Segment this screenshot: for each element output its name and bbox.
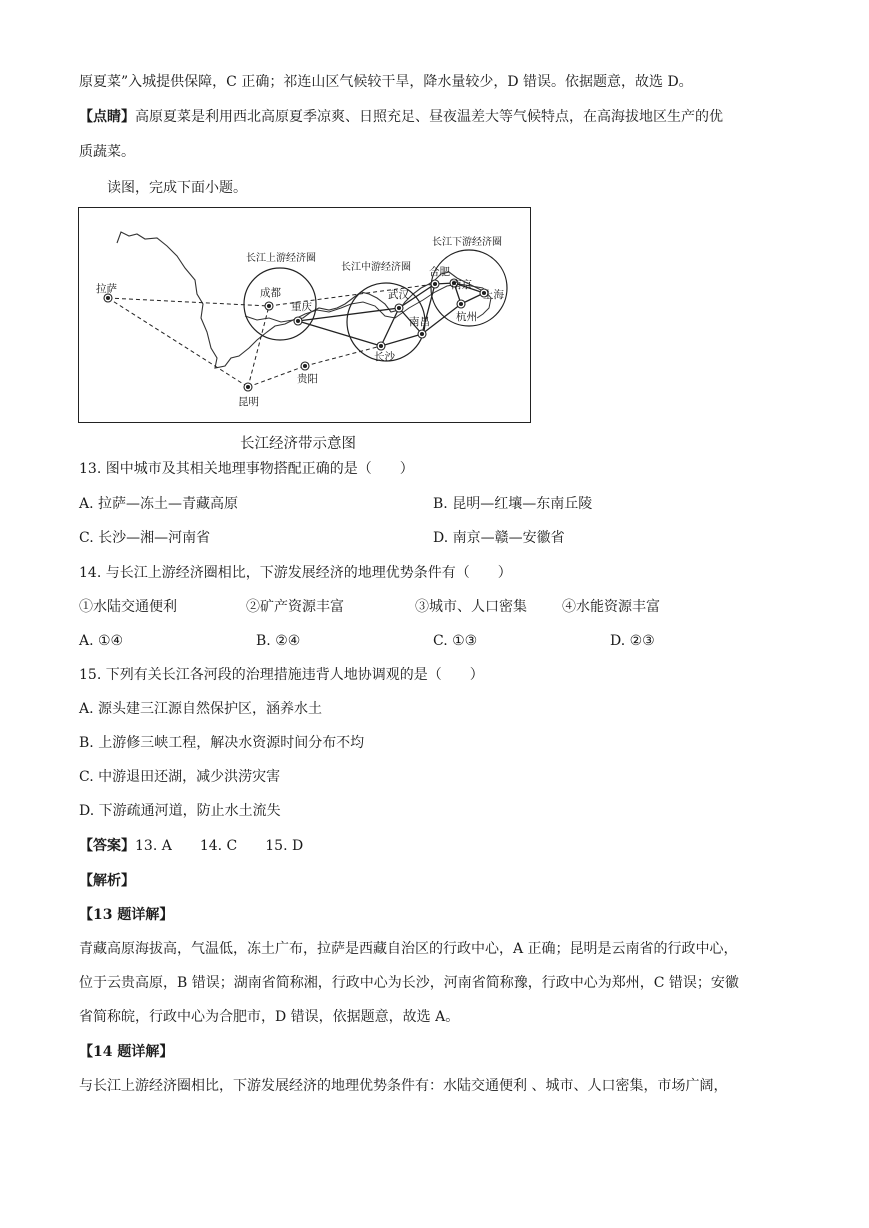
label-upper-region: 长江上游经济圈 xyxy=(246,253,316,264)
route-lasa-kunming xyxy=(108,298,248,387)
label-changsha: 长沙 xyxy=(374,351,395,363)
city-marker-chengdu xyxy=(265,302,273,310)
q14-statement-3: ③城市、人口密集 xyxy=(415,599,527,615)
yangtze-economic-belt-map xyxy=(78,207,531,423)
q13-detail-line-1: 青藏高原海拔高，气温低，冻土广布，拉萨是西藏自治区的行政中心，A 正确；昆明是云南省的行政中心， xyxy=(79,941,738,957)
q14-statement-1: ①水陆交通便利 xyxy=(79,599,177,615)
q15-stem: 15. 下列有关长江各河段的治理措施违背人地协调观的是（ ） xyxy=(79,667,484,683)
q13-detail-label: 【13 题详解】 xyxy=(79,907,174,923)
city-marker-chongqing xyxy=(294,317,302,325)
answer-text: 13. A 14. C 15. D xyxy=(135,838,304,854)
q14-option-a: A. ①④ xyxy=(79,633,124,649)
tip-line-1 xyxy=(79,107,723,127)
label-hangzhou: 杭州 xyxy=(456,311,477,323)
q15-option-d: D. 下游疏通河道，防止水土流失 xyxy=(79,803,281,819)
q14-statement-4: ④水能资源丰富 xyxy=(562,599,660,615)
city-marker-nanchang xyxy=(418,330,426,338)
q13-option-d: D. 南京—赣—安徽省 xyxy=(433,530,565,546)
q15-option-b: B. 上游修三峡工程，解决水资源时间分布不均 xyxy=(79,735,365,751)
route-guiyang-changsha xyxy=(305,346,381,366)
label-middle-region: 长江中游经济圈 xyxy=(341,262,411,273)
answer-line xyxy=(79,836,303,856)
intro-line: 原夏菜”入城提供保障，C 正确；祁连山区气候较干旱，降水量较少，D 错误。依据题意，故选 D。 xyxy=(79,74,693,90)
tip-line-2: 质蔬菜。 xyxy=(79,144,135,160)
q14-option-b: B. ②④ xyxy=(256,633,301,649)
label-chongqing: 重庆 xyxy=(291,301,312,313)
label-shanghai: 上海 xyxy=(483,289,504,301)
city-marker-kunming xyxy=(244,383,252,391)
label-nanjing: 南京 xyxy=(451,279,472,291)
label-hefei: 合肥 xyxy=(429,266,450,278)
label-nanchang: 南昌 xyxy=(409,316,430,328)
label-lasa: 拉萨 xyxy=(96,283,117,295)
city-marker-lasa xyxy=(104,294,112,302)
label-wuhan: 武汉 xyxy=(388,289,409,301)
tip-text: 高原夏菜是利用西北高原夏季凉爽、日照充足、昼夜温差大等气候特点，在高海拔地区生产的优 xyxy=(135,109,723,125)
city-marker-hangzhou xyxy=(457,300,465,308)
q13-detail-line-2: 位于云贵高原，B 错误；湖南省简称湘，行政中心为长沙，河南省简称豫，行政中心为郑州，C 错误；安徽 xyxy=(79,975,739,991)
city-marker-changsha xyxy=(377,342,385,350)
q14-stem: 14. 与长江上游经济圈相比，下游发展经济的地理优势条件有（ ） xyxy=(79,565,512,581)
read-prompt: 读图，完成下面小题。 xyxy=(107,180,247,196)
label-chengdu: 成都 xyxy=(260,287,281,299)
tip-label: 【点睛】 xyxy=(79,109,135,125)
q14-option-c: C. ①③ xyxy=(433,633,478,649)
label-guiyang: 贵阳 xyxy=(297,373,318,385)
q14-statement-2: ②矿产资源丰富 xyxy=(246,599,344,615)
answer-label: 【答案】 xyxy=(79,838,135,854)
city-marker-wuhan xyxy=(395,304,403,312)
q15-option-a: A. 源头建三江源自然保护区，涵养水土 xyxy=(79,701,323,717)
city-marker-guiyang xyxy=(301,362,309,370)
q13-option-b: B. 昆明—红壤—东南丘陵 xyxy=(433,496,593,512)
city-marker-hefei xyxy=(431,280,439,288)
q14-detail-line-1: 与长江上游经济圈相比，下游发展经济的地理优势条件有：水陆交通便利 、城市、人口密集，市场广阔， xyxy=(79,1078,728,1094)
label-lower-region: 长江下游经济圈 xyxy=(432,237,502,248)
q13-option-a: A. 拉萨—冻土—青藏高原 xyxy=(79,496,239,512)
q13-option-c: C. 长沙—湘—河南省 xyxy=(79,530,211,546)
q14-option-d: D. ②③ xyxy=(610,633,655,649)
q15-option-c: C. 中游退田还湖，减少洪涝灾害 xyxy=(79,769,281,785)
route-chongqing-changsha xyxy=(298,321,381,346)
analysis-label: 【解析】 xyxy=(79,873,135,889)
q13-stem: 13. 图中城市及其相关地理事物搭配正确的是（ ） xyxy=(79,461,414,477)
route-changsha-nanchang xyxy=(381,334,422,346)
map-caption: 长江经济带示意图 xyxy=(240,436,356,452)
q13-detail-line-3: 省简称皖，行政中心为合肥市，D 错误，依据题意，故选 A。 xyxy=(79,1009,460,1025)
q14-detail-label: 【14 题详解】 xyxy=(79,1044,174,1060)
route-wuhan-changsha xyxy=(381,308,399,346)
label-kunming: 昆明 xyxy=(238,396,259,408)
